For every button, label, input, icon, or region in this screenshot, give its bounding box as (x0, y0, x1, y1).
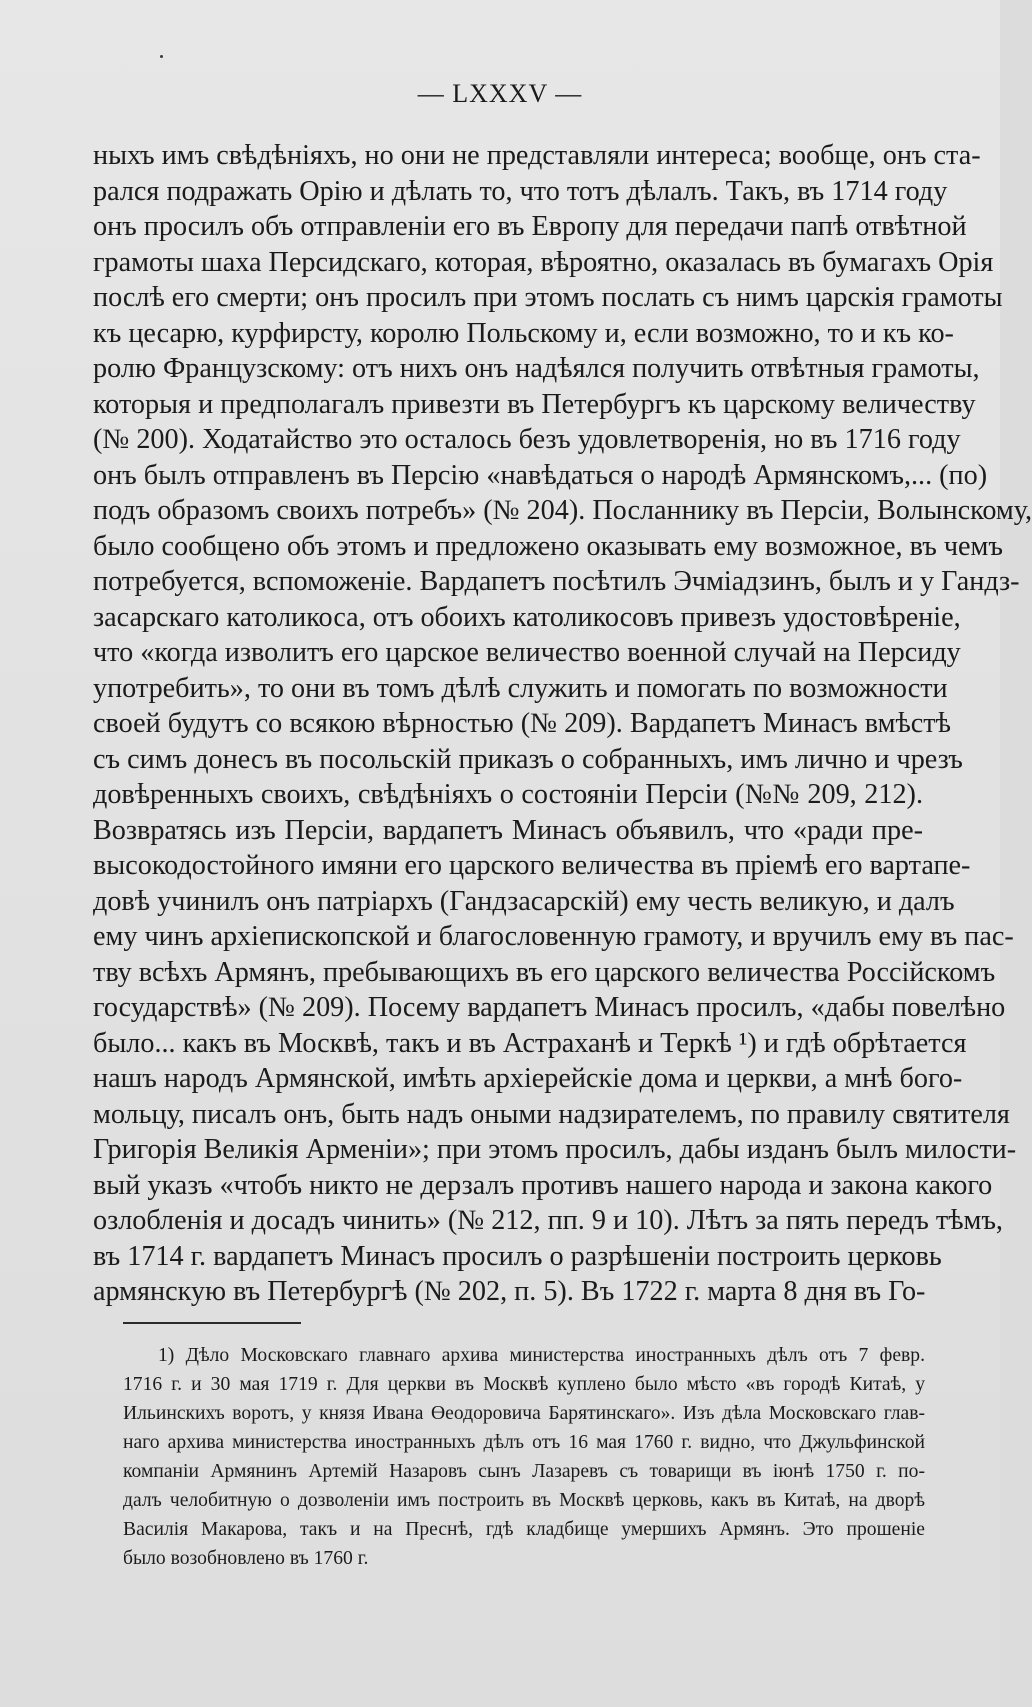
text-line: озлобленія и досадъ чинить» (№ 212, пп. 9 и 10). Лѣтъ за пять передъ тѣмъ, (93, 1205, 1003, 1236)
text-line: ему чинъ архіепископской и благословенную грамоту, и вручилъ ему въ пас- (93, 921, 1014, 952)
text-line: нашъ народъ Армянской, имѣть архіерейскіе дома и церкви, а мнѣ бого- (93, 1063, 963, 1094)
text-line: съ симъ донесъ въ посольскій приказъ о собранныхъ, имъ лично и чрезъ (93, 743, 963, 775)
text-line: онъ былъ отправленъ въ Персію «навѣдаться о народѣ Армянскомъ,... (по) (93, 459, 988, 491)
text-line: засарскаго католикоса, отъ обоихъ католикосовъ привезъ удостовѣреніе, (93, 601, 961, 633)
text-line: было сообщено объ этомъ и предложено оказывать ему возможное, въ чемъ (93, 530, 1003, 562)
text-line: (№ 200). Ходатайство это осталось безъ удовлетворенія, но въ 1716 году (93, 424, 961, 455)
text-line: рался подражать Орію и дѣлать то, что тотъ дѣлалъ. Такъ, въ 1714 году (93, 175, 948, 207)
text-line: подъ образомъ своихъ потребъ» (№ 204). Посланнику въ Персіи, Волынскому, (93, 495, 1032, 526)
text-line: армянскую въ Петербургѣ (№ 202, п. 5). Въ 1722 г. марта 8 дня въ Го- (93, 1276, 926, 1307)
text-line: довѣ учинилъ онъ патріархъ (Гандзасарскій) ему честь великую, и далъ (93, 885, 955, 917)
footnote-line: компаніи Армянинъ Артемій Назаровъ сынъ Лазаревъ съ товарищи въ іюнѣ 1750 г. по- (123, 1461, 925, 1482)
text-line: потребуется, вспоможеніе. Вардапетъ посѣтилъ Эчміадзинъ, былъ и у Гандз- (93, 566, 1020, 597)
footnote-line: наго архива министерства иностранныхъ дѣлъ отъ 16 мая 1760 г. видно, что Джульфинской (123, 1432, 925, 1453)
text-line: онъ просилъ объ отправленіи его въ Европу для передачи папѣ отвѣтной (93, 211, 967, 242)
text-line: что «когда изволитъ его царское величество военной случай на Персиду (93, 637, 961, 668)
text-line: въ 1714 г. вардапетъ Минасъ просилъ о разрѣшеніи построить церковь (93, 1240, 942, 1272)
text-line: къ цесарю, курфирсту, королю Польскому и, если возможно, то и къ ко- (93, 317, 954, 349)
footnote-line: 1716 г. и 30 мая 1719 г. Для церкви въ Москвѣ куплено было мѣсто «въ городѣ Китаѣ, у (123, 1374, 925, 1395)
main-text (93, 138, 1032, 1310)
text-line: употребить», то они въ томъ дѣлѣ служить и помогать по возможности (93, 672, 948, 704)
footnote (123, 1341, 925, 1573)
text-line: своей будутъ со всякою вѣрностью (№ 209). Вардапетъ Минасъ вмѣстѣ (93, 708, 951, 739)
footnote-divider (123, 1322, 301, 1324)
text-line: довѣренныхъ своихъ, свѣдѣніяхъ о состояніи Персіи (№№ 209, 212). (93, 779, 923, 810)
text-line: было... какъ въ Москвѣ, такъ и въ Астраханѣ и Теркѣ ¹) и гдѣ обрѣтается (93, 1027, 967, 1059)
text-line: высокодостойного имяни его царского величества въ пріемѣ его вартапе- (93, 850, 971, 881)
footnote-line: 1) Дѣло Московскаго главнаго архива министерства иностранныхъ дѣлъ отъ 7 февр. (158, 1345, 925, 1366)
text-line: мольцу, писалъ онъ, быть надъ оными надзирателемъ, по правилу святителя (93, 1098, 1010, 1130)
text-line: тву всѣхъ Армянъ, пребывающихъ въ его царского величества Россійскомъ (93, 956, 996, 988)
text-line: ролю Французскому: отъ нихъ онъ надѣялся получить отвѣтныя грамоты, (93, 353, 980, 384)
text-line: государствѣ» (№ 209). Посему вардапетъ Минасъ просилъ, «дабы повелѣно (93, 992, 1006, 1023)
text-line: которыя и предполагалъ привезти въ Петербургъ къ царскому величеству (93, 388, 976, 420)
footnote-line: Василія Макарова, такъ и на Преснѣ, гдѣ кладбище умершихъ Армянъ. Это прошеніе (123, 1519, 925, 1540)
text-line: Возвратясь изъ Персіи, вардапетъ Минасъ объявилъ, что «ради пре- (93, 814, 923, 846)
footnote-line: далъ челобитную о дозволеніи имъ построить въ Москвѣ церковь, какъ въ Китаѣ, на дворѣ (123, 1490, 925, 1511)
text-line: грамоты шаха Персидскаго, которая, вѣроятно, оказалась въ бумагахъ Орія (93, 246, 994, 278)
page-number: — LXXXV — (417, 79, 583, 108)
text-line: Григорія Великія Арменіи»; при этомъ просилъ, дабы изданъ былъ милости- (93, 1134, 1017, 1165)
footnote-line: было возобновлено въ 1760 г. (123, 1548, 369, 1569)
footnote-line: Ильинскихъ воротъ, у князя Ивана Өеодоровича Барятинскаго». Изъ дѣла Московскаго глав- (123, 1403, 925, 1424)
text-line: ныхъ имъ свѣдѣніяхъ, но они не представляли интереса; вообще, онъ ста- (93, 140, 981, 171)
text-line: вый указъ «чтобъ никто не дерзалъ противъ нашего народа и закона какого (93, 1169, 993, 1201)
text-line: послѣ его смерти; онъ просилъ при этомъ послать съ нимъ царскія грамоты (93, 282, 1003, 313)
paper-speck (160, 55, 163, 58)
